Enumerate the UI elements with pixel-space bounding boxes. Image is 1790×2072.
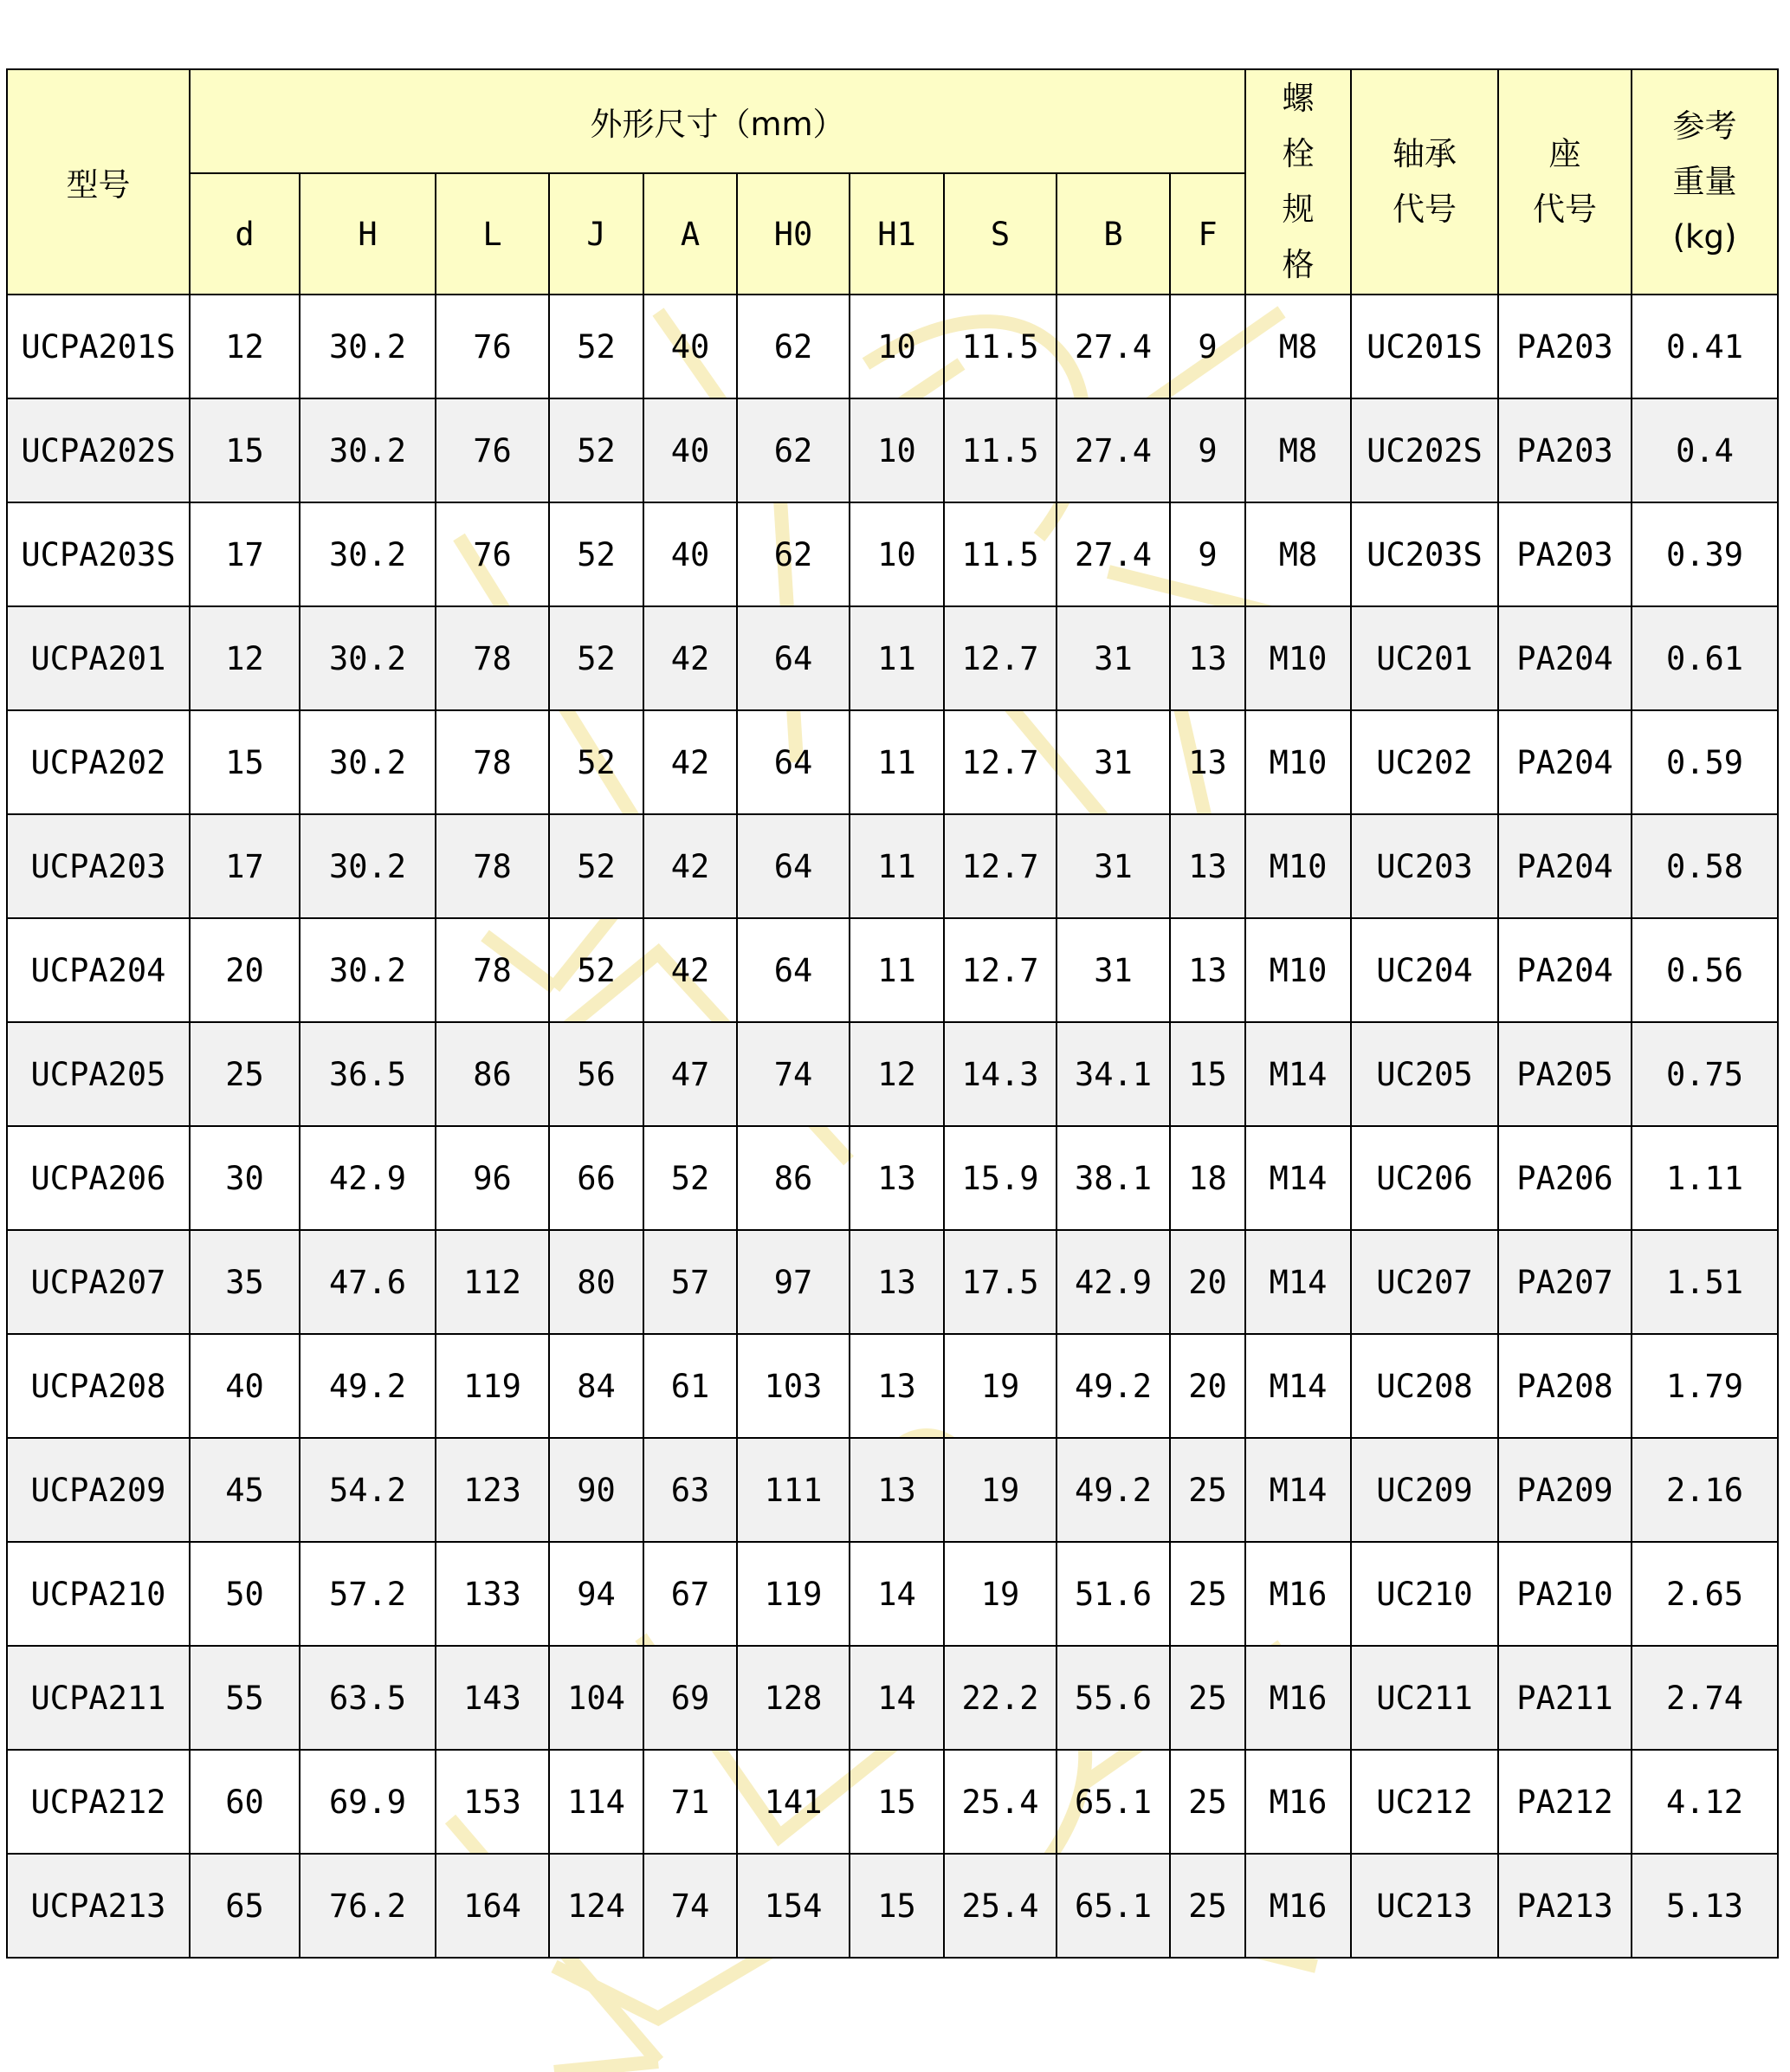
cell-j: 104 [549,1646,643,1750]
cell-a: 47 [643,1022,737,1126]
cell-housing: PA206 [1498,1126,1632,1230]
cell-h0: 103 [737,1334,850,1438]
cell-s: 19 [944,1334,1057,1438]
cell-d: 65 [190,1854,300,1958]
cell-h0: 64 [737,814,850,918]
cell-s: 12.7 [944,710,1057,814]
cell-s: 12.7 [944,814,1057,918]
cell-model: UCPA212 [7,1750,190,1854]
cell-h: 76.2 [300,1854,436,1958]
cell-bolt: M10 [1245,710,1351,814]
header-weight [1632,69,1778,295]
cell-j: 66 [549,1126,643,1230]
header-weight-line: (kg) [1672,218,1737,256]
cell-h: 57.2 [300,1542,436,1646]
header-weight-line: 重量 [1672,163,1737,200]
cell-bolt: M16 [1245,1854,1351,1958]
table-row [7,1230,1778,1334]
cell-b: 27.4 [1057,502,1170,606]
cell-b: 31 [1057,918,1170,1022]
cell-bearing: UC211 [1351,1646,1498,1750]
header-dim-h: H [300,173,436,295]
table-row [7,1334,1778,1438]
cell-b: 65.1 [1057,1750,1170,1854]
cell-h0: 64 [737,606,850,710]
cell-housing: PA212 [1498,1750,1632,1854]
cell-model: UCPA202S [7,398,190,502]
cell-model: UCPA209 [7,1438,190,1542]
cell-d: 60 [190,1750,300,1854]
cell-a: 42 [643,814,737,918]
cell-h1: 13 [850,1126,944,1230]
cell-bearing: UC207 [1351,1230,1498,1334]
cell-a: 61 [643,1334,737,1438]
cell-bearing: UC203 [1351,814,1498,918]
cell-j: 52 [549,295,643,398]
cell-j: 52 [549,606,643,710]
cell-s: 14.3 [944,1022,1057,1126]
header-housing-code [1498,69,1632,295]
cell-h0: 62 [737,398,850,502]
cell-model: UCPA201 [7,606,190,710]
table-row [7,502,1778,606]
cell-model: UCPA205 [7,1022,190,1126]
cell-h0: 64 [737,710,850,814]
cell-l: 133 [436,1542,549,1646]
cell-d: 40 [190,1334,300,1438]
cell-bolt: M14 [1245,1438,1351,1542]
cell-h: 49.2 [300,1334,436,1438]
cell-j: 52 [549,814,643,918]
cell-bolt: M10 [1245,918,1351,1022]
cell-bolt: M10 [1245,606,1351,710]
cell-s: 19 [944,1438,1057,1542]
cell-l: 112 [436,1230,549,1334]
cell-h1: 11 [850,814,944,918]
header-bearing-line: 代号 [1393,191,1457,228]
cell-housing: PA204 [1498,918,1632,1022]
cell-a: 42 [643,918,737,1022]
cell-l: 164 [436,1854,549,1958]
cell-h: 30.2 [300,502,436,606]
cell-b: 31 [1057,814,1170,918]
header-housing-line: 座 [1548,135,1581,172]
cell-weight: 0.59 [1632,710,1778,814]
cell-h1: 14 [850,1646,944,1750]
header-bolt-line: 规 [1282,191,1315,228]
cell-housing: PA203 [1498,295,1632,398]
cell-l: 143 [436,1646,549,1750]
cell-l: 78 [436,814,549,918]
cell-l: 78 [436,606,549,710]
cell-d: 25 [190,1022,300,1126]
cell-s: 22.2 [944,1646,1057,1750]
cell-h: 69.9 [300,1750,436,1854]
cell-f: 9 [1170,502,1245,606]
cell-f: 13 [1170,710,1245,814]
cell-bolt: M14 [1245,1126,1351,1230]
cell-weight: 5.13 [1632,1854,1778,1958]
cell-j: 56 [549,1022,643,1126]
cell-weight: 1.11 [1632,1126,1778,1230]
cell-h1: 11 [850,918,944,1022]
table-body [7,295,1778,1958]
cell-bolt: M14 [1245,1022,1351,1126]
cell-s: 11.5 [944,398,1057,502]
cell-a: 63 [643,1438,737,1542]
cell-h1: 15 [850,1750,944,1854]
cell-j: 80 [549,1230,643,1334]
cell-bearing: UC206 [1351,1126,1498,1230]
cell-h0: 119 [737,1542,850,1646]
header-bearing-code [1351,69,1498,295]
cell-b: 34.1 [1057,1022,1170,1126]
cell-bolt: M10 [1245,814,1351,918]
cell-h1: 12 [850,1022,944,1126]
cell-b: 31 [1057,710,1170,814]
cell-b: 49.2 [1057,1334,1170,1438]
cell-b: 55.6 [1057,1646,1170,1750]
cell-bearing: UC202 [1351,710,1498,814]
cell-l: 153 [436,1750,549,1854]
table-row [7,1022,1778,1126]
cell-h0: 97 [737,1230,850,1334]
cell-weight: 0.56 [1632,918,1778,1022]
cell-j: 52 [549,398,643,502]
cell-bolt: M8 [1245,398,1351,502]
cell-bolt: M16 [1245,1750,1351,1854]
cell-model: UCPA201S [7,295,190,398]
cell-model: UCPA208 [7,1334,190,1438]
cell-weight: 0.39 [1632,502,1778,606]
cell-d: 55 [190,1646,300,1750]
cell-a: 71 [643,1750,737,1854]
cell-bearing: UC204 [1351,918,1498,1022]
cell-h1: 10 [850,502,944,606]
cell-f: 9 [1170,398,1245,502]
cell-s: 19 [944,1542,1057,1646]
cell-f: 13 [1170,814,1245,918]
cell-model: UCPA213 [7,1854,190,1958]
cell-weight: 0.75 [1632,1022,1778,1126]
cell-bearing: UC201 [1351,606,1498,710]
table-header [7,69,1778,295]
cell-weight: 2.74 [1632,1646,1778,1750]
header-bolt-spec [1245,69,1351,295]
cell-h: 30.2 [300,606,436,710]
header-bolt-line: 螺 [1282,80,1315,117]
cell-d: 17 [190,814,300,918]
cell-bearing: UC212 [1351,1750,1498,1854]
cell-weight: 2.65 [1632,1542,1778,1646]
cell-bearing: UC202S [1351,398,1498,502]
cell-h: 30.2 [300,814,436,918]
header-dim-f: F [1170,173,1245,295]
cell-s: 15.9 [944,1126,1057,1230]
cell-b: 51.6 [1057,1542,1170,1646]
table-row [7,398,1778,502]
table-row [7,606,1778,710]
cell-l: 86 [436,1022,549,1126]
header-dim-l: L [436,173,549,295]
cell-h1: 14 [850,1542,944,1646]
cell-h0: 154 [737,1854,850,1958]
cell-j: 124 [549,1854,643,1958]
cell-d: 15 [190,398,300,502]
cell-h1: 13 [850,1438,944,1542]
header-model: 型号 [7,69,190,295]
cell-h: 42.9 [300,1126,436,1230]
cell-bearing: UC208 [1351,1334,1498,1438]
cell-h1: 13 [850,1334,944,1438]
cell-bolt: M16 [1245,1542,1351,1646]
cell-model: UCPA211 [7,1646,190,1750]
cell-bolt: M14 [1245,1334,1351,1438]
cell-housing: PA209 [1498,1438,1632,1542]
cell-h: 63.5 [300,1646,436,1750]
cell-d: 30 [190,1126,300,1230]
cell-j: 52 [549,502,643,606]
cell-f: 25 [1170,1438,1245,1542]
cell-f: 13 [1170,606,1245,710]
cell-j: 90 [549,1438,643,1542]
cell-h1: 11 [850,710,944,814]
table-row [7,1542,1778,1646]
table-row [7,1646,1778,1750]
cell-j: 52 [549,918,643,1022]
table-row [7,1438,1778,1542]
cell-a: 52 [643,1126,737,1230]
cell-a: 40 [643,502,737,606]
cell-bolt: M8 [1245,295,1351,398]
header-dim-a: A [643,173,737,295]
cell-f: 13 [1170,918,1245,1022]
cell-weight: 1.79 [1632,1334,1778,1438]
cell-bearing: UC205 [1351,1022,1498,1126]
header-dim-b: B [1057,173,1170,295]
cell-l: 78 [436,918,549,1022]
cell-housing: PA203 [1498,502,1632,606]
cell-h1: 13 [850,1230,944,1334]
cell-housing: PA203 [1498,398,1632,502]
cell-s: 17.5 [944,1230,1057,1334]
cell-l: 76 [436,398,549,502]
cell-bolt: M8 [1245,502,1351,606]
cell-housing: PA208 [1498,1334,1632,1438]
cell-a: 74 [643,1854,737,1958]
cell-d: 15 [190,710,300,814]
cell-h0: 128 [737,1646,850,1750]
cell-housing: PA207 [1498,1230,1632,1334]
cell-s: 25.4 [944,1854,1057,1958]
cell-housing: PA205 [1498,1022,1632,1126]
cell-j: 94 [549,1542,643,1646]
table-row [7,1750,1778,1854]
cell-h1: 10 [850,398,944,502]
cell-housing: PA204 [1498,710,1632,814]
cell-b: 27.4 [1057,295,1170,398]
cell-l: 123 [436,1438,549,1542]
cell-b: 38.1 [1057,1126,1170,1230]
cell-bearing: UC201S [1351,295,1498,398]
cell-s: 25.4 [944,1750,1057,1854]
cell-h0: 86 [737,1126,850,1230]
cell-f: 20 [1170,1230,1245,1334]
cell-d: 17 [190,502,300,606]
cell-l: 76 [436,502,549,606]
cell-b: 27.4 [1057,398,1170,502]
cell-weight: 2.16 [1632,1438,1778,1542]
table-row [7,1854,1778,1958]
cell-h0: 111 [737,1438,850,1542]
cell-housing: PA204 [1498,606,1632,710]
cell-f: 25 [1170,1542,1245,1646]
cell-l: 78 [436,710,549,814]
cell-a: 69 [643,1646,737,1750]
table-row [7,710,1778,814]
cell-a: 42 [643,606,737,710]
cell-b: 31 [1057,606,1170,710]
cell-d: 45 [190,1438,300,1542]
cell-s: 12.7 [944,918,1057,1022]
cell-l: 76 [436,295,549,398]
header-dim-s: S [944,173,1057,295]
cell-f: 25 [1170,1854,1245,1958]
cell-bearing: UC213 [1351,1854,1498,1958]
header-dimensions-group: 外形尺寸（mm） [190,69,1245,173]
cell-s: 11.5 [944,502,1057,606]
table-row [7,295,1778,398]
cell-bearing: UC210 [1351,1542,1498,1646]
cell-d: 50 [190,1542,300,1646]
cell-bearing: UC209 [1351,1438,1498,1542]
cell-model: UCPA203S [7,502,190,606]
cell-housing: PA204 [1498,814,1632,918]
cell-a: 42 [643,710,737,814]
cell-h: 30.2 [300,918,436,1022]
header-bolt-line: 格 [1282,246,1315,283]
cell-weight: 0.4 [1632,398,1778,502]
table-row [7,814,1778,918]
header-dim-j: J [549,173,643,295]
header-dim-h1: H1 [850,173,944,295]
cell-weight: 1.51 [1632,1230,1778,1334]
cell-housing: PA211 [1498,1646,1632,1750]
cell-model: UCPA210 [7,1542,190,1646]
cell-h: 30.2 [300,710,436,814]
cell-d: 12 [190,606,300,710]
header-dim-h0: H0 [737,173,850,295]
cell-h0: 62 [737,502,850,606]
cell-h1: 15 [850,1854,944,1958]
cell-bolt: M16 [1245,1646,1351,1750]
cell-f: 9 [1170,295,1245,398]
cell-b: 65.1 [1057,1854,1170,1958]
cell-h: 47.6 [300,1230,436,1334]
cell-s: 11.5 [944,295,1057,398]
cell-bolt: M14 [1245,1230,1351,1334]
cell-model: UCPA204 [7,918,190,1022]
header-dim-d: d [190,173,300,295]
cell-h1: 11 [850,606,944,710]
cell-weight: 0.58 [1632,814,1778,918]
cell-d: 35 [190,1230,300,1334]
table-row [7,918,1778,1022]
cell-h: 36.5 [300,1022,436,1126]
cell-h: 30.2 [300,398,436,502]
bearing-spec-table [6,68,1779,1959]
cell-housing: PA210 [1498,1542,1632,1646]
cell-model: UCPA202 [7,710,190,814]
cell-h1: 10 [850,295,944,398]
cell-weight: 4.12 [1632,1750,1778,1854]
cell-f: 18 [1170,1126,1245,1230]
cell-b: 49.2 [1057,1438,1170,1542]
cell-h0: 64 [737,918,850,1022]
cell-b: 42.9 [1057,1230,1170,1334]
cell-a: 40 [643,398,737,502]
cell-h: 30.2 [300,295,436,398]
cell-h0: 62 [737,295,850,398]
cell-f: 20 [1170,1334,1245,1438]
cell-weight: 0.61 [1632,606,1778,710]
cell-a: 40 [643,295,737,398]
cell-f: 15 [1170,1022,1245,1126]
cell-l: 119 [436,1334,549,1438]
header-bolt-line: 栓 [1282,135,1315,172]
cell-model: UCPA206 [7,1126,190,1230]
cell-s: 12.7 [944,606,1057,710]
header-bearing-line: 轴承 [1393,135,1457,172]
header-housing-line: 代号 [1533,191,1597,228]
cell-j: 52 [549,710,643,814]
cell-h0: 141 [737,1750,850,1854]
cell-d: 12 [190,295,300,398]
cell-bearing: UC203S [1351,502,1498,606]
cell-model: UCPA207 [7,1230,190,1334]
cell-weight: 0.41 [1632,295,1778,398]
cell-a: 57 [643,1230,737,1334]
cell-j: 114 [549,1750,643,1854]
cell-model: UCPA203 [7,814,190,918]
cell-a: 67 [643,1542,737,1646]
cell-f: 25 [1170,1750,1245,1854]
cell-h0: 74 [737,1022,850,1126]
cell-l: 96 [436,1126,549,1230]
cell-h: 54.2 [300,1438,436,1542]
table-row [7,1126,1778,1230]
cell-d: 20 [190,918,300,1022]
cell-housing: PA213 [1498,1854,1632,1958]
cell-j: 84 [549,1334,643,1438]
header-weight-line: 参考 [1672,107,1737,145]
cell-f: 25 [1170,1646,1245,1750]
